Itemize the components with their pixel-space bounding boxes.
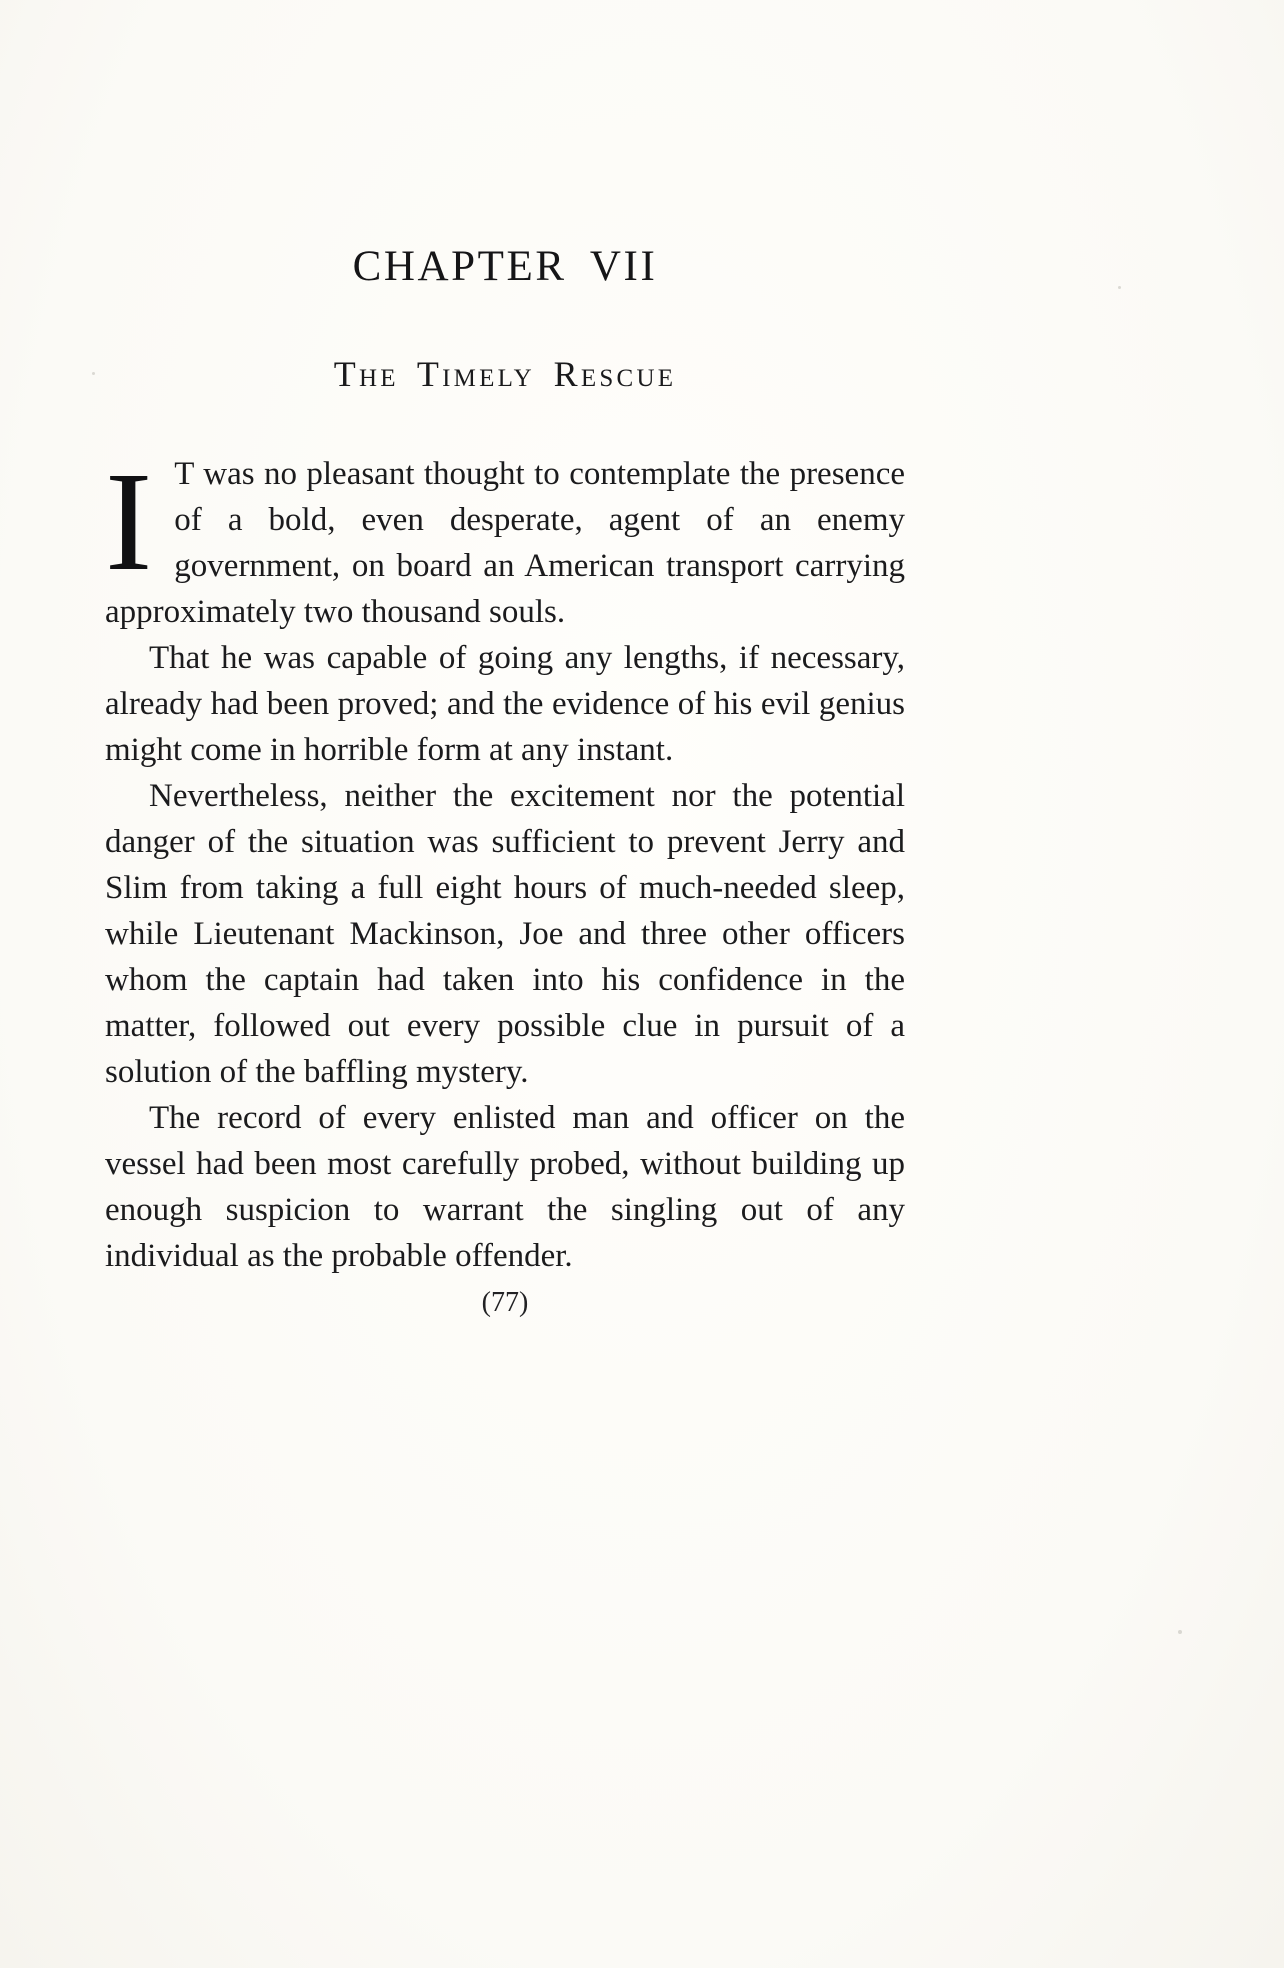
- scan-speck: [1178, 1630, 1182, 1634]
- paragraph-text: T was no pleasant thought to contemplate the presence of a bold, even desperate, agent of an enemy government, on board an American transport carrying approximately two thousand souls.: [105, 456, 905, 630]
- page-number: (77): [481, 1287, 529, 1318]
- drop-cap: I: [105, 442, 153, 600]
- paragraph: Nevertheless, neither the excitement nor the potential danger of the situation was sufficient to prevent Jerry and Slim from taking a full eight hours of much-needed sleep, while Lieutenant Mackinson, Joe and three other officers whom the captain had taken into his confidence in the matter, followed out every possible clue in pursuit of a solution of the baffling mystery.: [105, 778, 905, 1090]
- body-text: [105, 442, 905, 1279]
- scan-speck: [1118, 286, 1121, 289]
- paragraph: The record of every enlisted man and officer on the vessel had been most carefully probed, without building up enough suspicion to warrant the singling out of any individual as the probable offender.: [105, 1100, 905, 1274]
- chapter-heading: CHAPTER VII: [352, 243, 658, 290]
- scan-speck: [92, 372, 95, 375]
- section-title: The Timely Rescue: [333, 354, 677, 394]
- text-block: [105, 0, 905, 1319]
- paragraph: That he was capable of going any lengths, if necessary, already had been proved; and the evidence of his evil genius might come in horrible form at any instant.: [105, 640, 905, 768]
- paragraph: [105, 442, 905, 635]
